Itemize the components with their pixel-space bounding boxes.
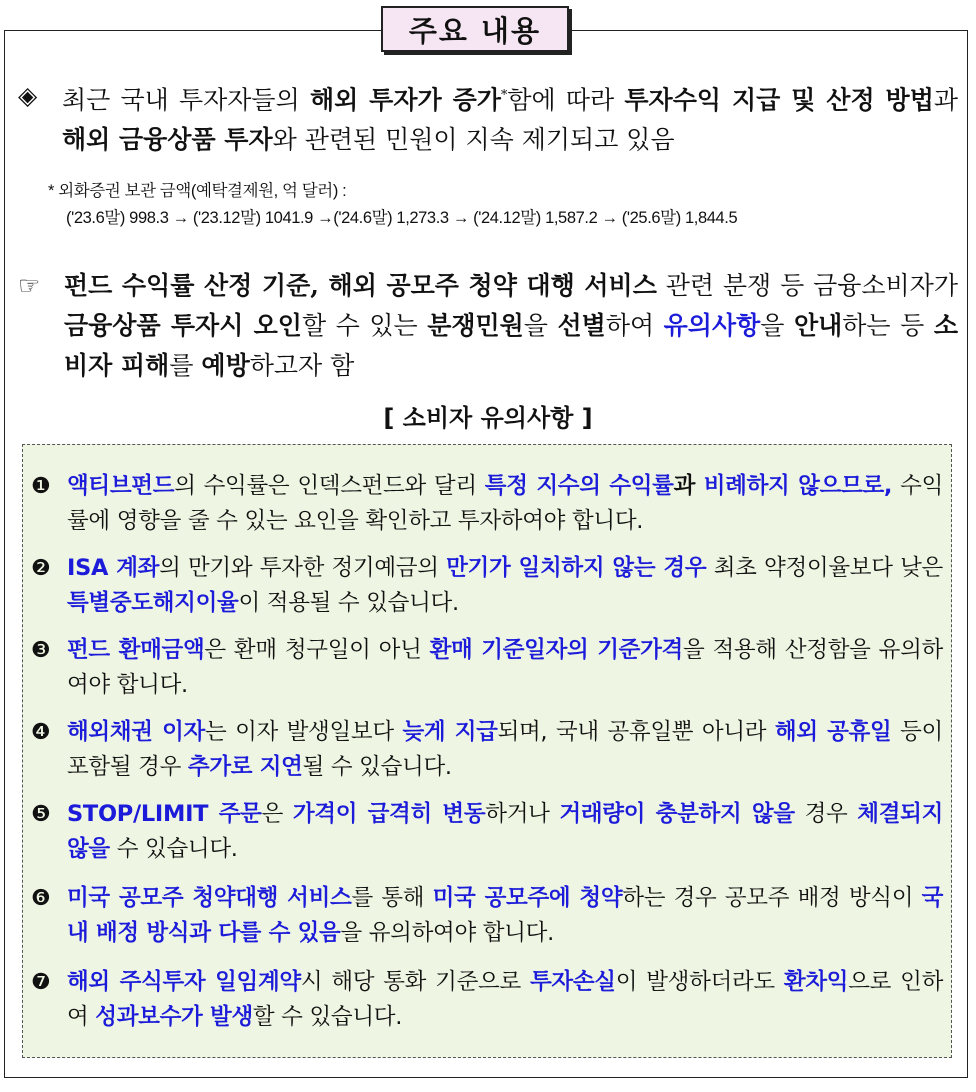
footnote-line-1: * 외화증권 보관 금액(예탁결제원, 억 달러) : xyxy=(48,182,347,200)
number-badge: ❹ xyxy=(31,720,51,745)
list-item: ❻ 미국 공모주 청약대행 서비스를 통해 미국 공모주에 청약하는 경우 공모주 배정 방식이 국내 배정 방식과 다를 수 있음을 유의하여야 합니다. xyxy=(31,881,943,951)
intro-text: 최근 국내 투자자들의 해외 투자가 증가*함에 따라 투자수익 지급 및 산정 방법과 해외 금융상품 투자와 관련된 민원이 지속 제기되고 있음 xyxy=(62,85,958,155)
number-badge: ❼ xyxy=(31,970,51,995)
pointing-hand-icon: ☞ xyxy=(18,271,41,300)
diamond-bullet-icon: ◈ xyxy=(18,81,38,110)
number-badge: ❻ xyxy=(31,886,51,911)
aim-text: 펀드 수익률 산정 기준, 해외 공모주 청약 대행 서비스 관련 분쟁 등 금융소비자가 금융상품 투자시 오인할 수 있는 분쟁민원을 선별하여 유의사항을 안내하는 등 소비자 피해를 예방하고자 함 xyxy=(64,271,958,380)
number-badge: ❸ xyxy=(31,638,51,663)
list-item: ❺ STOP/LIMIT 주문은 가격이 급격히 변동하거나 거래량이 충분하지 않을 경우 체결되지 않을 수 있습니다. xyxy=(31,797,943,867)
list-item: ❷ ISA 계좌의 만기와 투자한 정기예금의 만기가 일치하지 않는 경우 최초 약정이율보다 낮은 특별중도해지이율이 적용될 수 있습니다. xyxy=(31,551,943,621)
number-badge: ❺ xyxy=(31,802,51,827)
page-title: 주요 내용 xyxy=(381,6,569,52)
intro-paragraph xyxy=(18,76,958,160)
list-item: ❶ 액티브펀드의 수익률은 인덱스펀드와 달리 특정 지수의 수익률과 비례하지 않으므로, 수익률에 영향을 줄 수 있는 요인을 확인하고 투자하여야 합니다. xyxy=(31,469,943,539)
list-item: ❹ 해외채권 이자는 이자 발생일보다 늦게 지급되며, 국내 공휴일뿐 아니라 해외 공휴일 등이 포함될 경우 추가로 지연될 수 있습니다. xyxy=(31,715,943,785)
section-title: [ 소비자 유의사항 ] xyxy=(383,404,593,432)
aim-paragraph xyxy=(18,266,958,386)
footnote-line-2: ('23.6말) 998.3 → ('23.12말) 1041.9 →('24.6말) 1,273.3 → ('24.12말) 1,587.2 → ('25.6말) 1,844.5 xyxy=(66,209,738,227)
number-badge: ❶ xyxy=(31,474,51,499)
footnote xyxy=(48,178,963,232)
list-item: ❼ 해외 주식투자 일임계약시 해당 통화 기준으로 투자손실이 발생하더라도 환차익으로 인하여 성과보수가 발생할 수 있습니다. xyxy=(31,965,943,1035)
notice-panel xyxy=(22,444,952,1058)
list-item: ❸ 펀드 환매금액은 환매 청구일이 아닌 환매 기준일자의 기준가격을 적용해 산정함을 유의하여야 합니다. xyxy=(31,633,943,703)
number-badge: ❷ xyxy=(31,556,51,581)
